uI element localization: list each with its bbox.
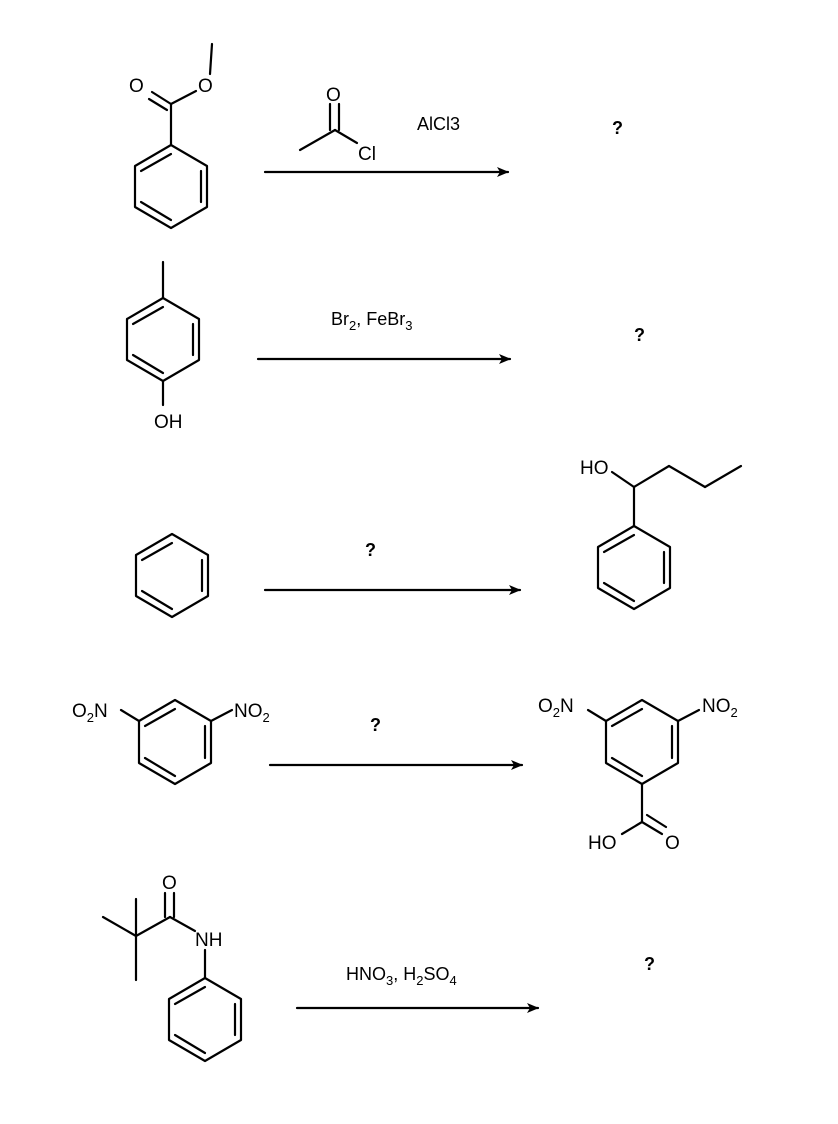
amide-oxygen: O (162, 873, 177, 894)
reaction-2 (127, 262, 645, 433)
lewis-acid-label: AlCl3 (417, 114, 461, 134)
p-cresol (127, 262, 199, 433)
unknown-product: ? (612, 118, 623, 138)
hydroxyl-group: OH (154, 412, 183, 433)
reaction-4 (72, 696, 738, 854)
1-phenylbutanol (580, 458, 741, 609)
nitro-group-left: $O_2N$ (72, 701, 108, 725)
reaction-3 (136, 458, 741, 617)
benzene-ring (598, 526, 670, 609)
benzene-ring (169, 978, 241, 1061)
nitro-group-right: $NO_2$ (702, 696, 738, 720)
hydroxyl-group: HO (580, 458, 609, 479)
unknown-reagent: ? (370, 715, 381, 735)
chlorine: Cl (358, 144, 376, 165)
acetyl-chloride (300, 85, 376, 165)
3-5-dinitrobenzoic-acid (538, 696, 738, 854)
reaction-1 (129, 44, 623, 228)
benzene-ring (606, 700, 678, 784)
1-3-dinitrobenzene (72, 700, 270, 784)
benzene-ring (135, 145, 207, 228)
nitration-reagents: $HNO_3$, $H_2SO_4$ (346, 964, 457, 988)
benzene-ring (139, 700, 211, 784)
bromination-reagents: $Br_2$, FeBr$_3$ (331, 309, 413, 333)
pivalanilide (103, 873, 241, 1061)
unknown-reagent: ? (365, 540, 376, 560)
benzene (136, 534, 208, 617)
carbonyl-oxygen: O (129, 76, 144, 97)
unknown-product: ? (634, 325, 645, 345)
amide-nh: NH (195, 930, 223, 951)
methyl-benzoate (129, 44, 213, 228)
ester-oxygen: O (198, 76, 213, 97)
carbonyl-oxygen: O (665, 833, 680, 854)
nitro-group-left: $O_2N$ (538, 696, 574, 720)
hydroxyl-group: HO (588, 833, 617, 854)
benzene-ring (136, 534, 208, 617)
benzene-ring (127, 298, 199, 381)
reaction-5 (103, 873, 655, 1061)
nitro-group-right: $NO_2$ (234, 701, 270, 725)
unknown-product: ? (644, 954, 655, 974)
acyl-oxygen: O (326, 85, 341, 106)
